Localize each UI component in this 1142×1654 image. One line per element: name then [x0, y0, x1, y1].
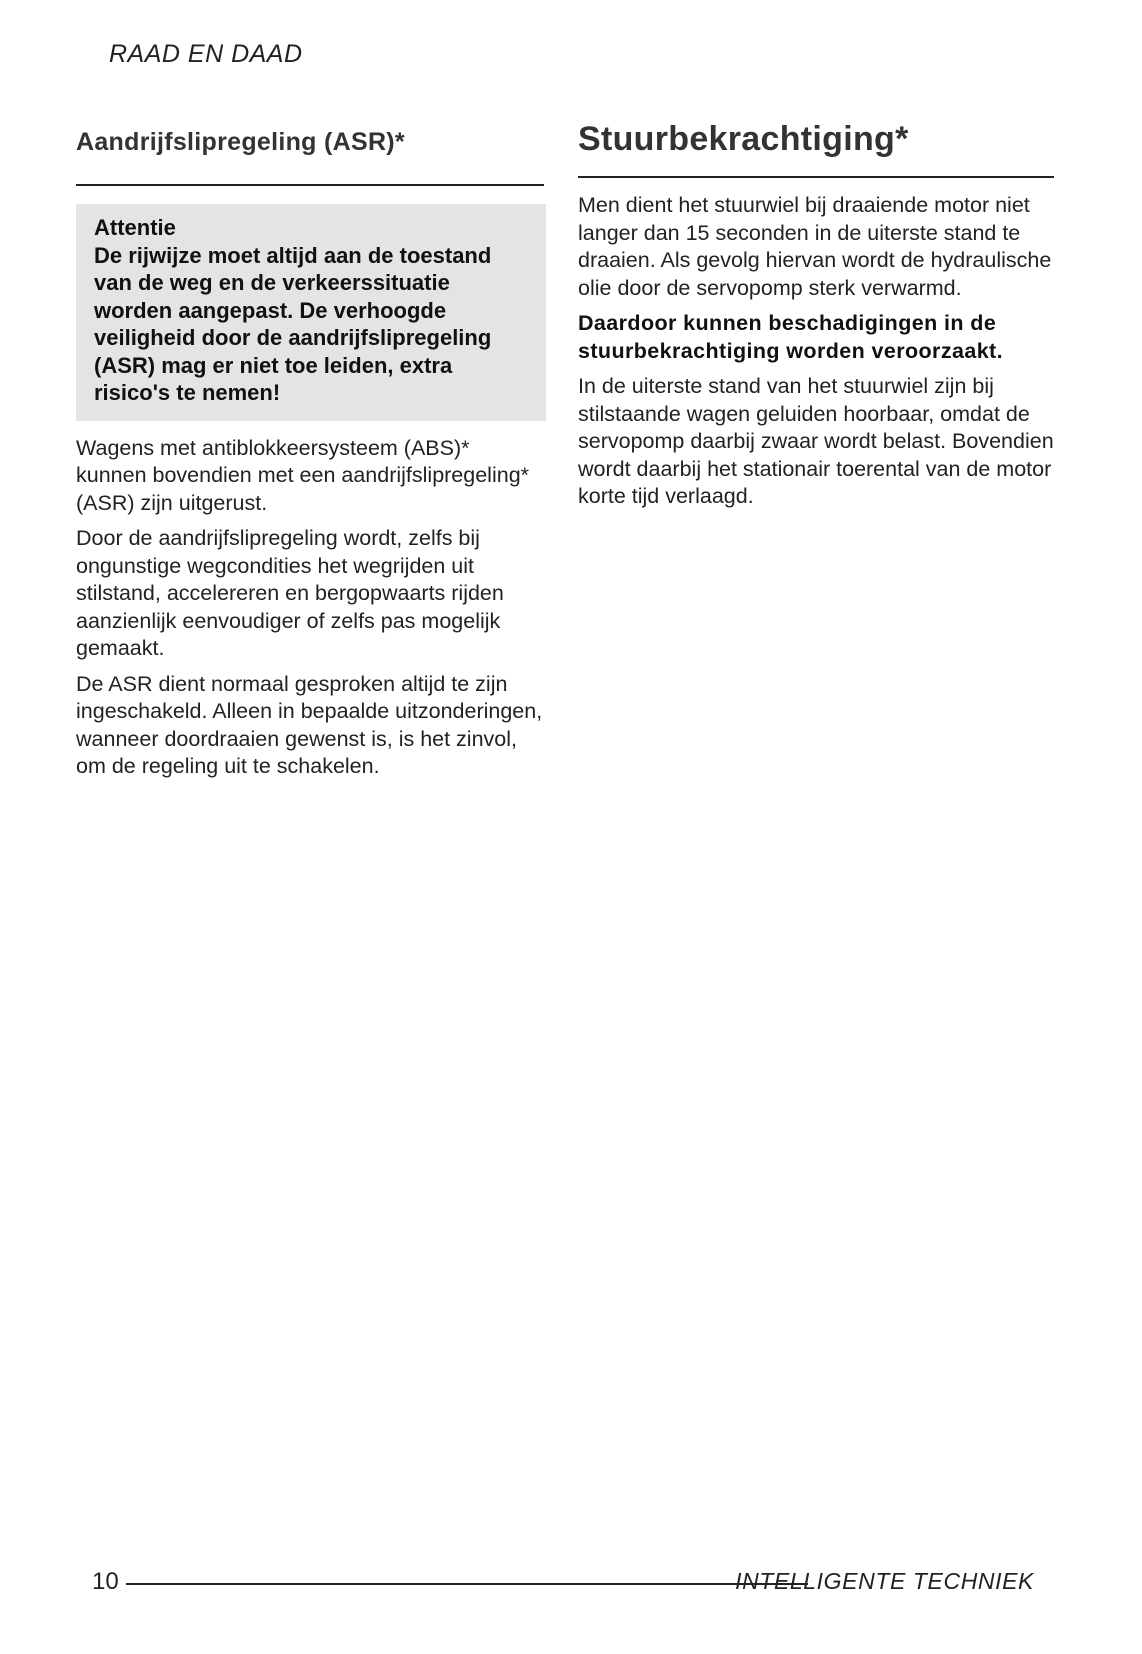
steering-paragraph-2: In de uiterste stand van het stuurwiel zijn bij stilstaande wagen geluiden hoorbaar, omdat de servopomp daarbij zwaar wordt belast. Bovendien wordt daarbij het stationair toerental van de motor korte tijd verlaagd. — [578, 374, 1054, 508]
heading-rule — [578, 176, 1054, 178]
attention-title: Attentie — [94, 215, 176, 240]
asr-paragraph-1: Wagens met antiblokkeersysteem (ABS)* kunnen bovendien met een aandrijfslipregeling* (ASR) zijn uitgerust. — [76, 435, 530, 515]
footer-rule — [126, 1583, 808, 1585]
power-steering-heading: Stuurbekrachtiging* — [578, 120, 909, 158]
steering-paragraph-1: Men dient het stuurwiel bij draaiende motor niet langer dan 15 seconden in de uiterste stand te draaien. Als gevolg hiervan wordt de hydraulische olie door de servopomp sterk verwarmd. — [578, 193, 1052, 300]
footer-title: INTELLIGENTE TECHNIEK — [735, 1568, 1034, 1594]
asr-heading: Aandrijfslipregeling (ASR)* — [76, 128, 405, 156]
left-column — [76, 120, 546, 789]
asr-paragraph-3: De ASR dient normaal gesproken altijd te zijn ingeschakeld. Alleen in bepaalde uitzonderingen, wanneer doordraaien gewenst is, is het zinvol, om de regeling uit te schakelen. — [76, 671, 543, 778]
page-number: 10 — [92, 1568, 119, 1595]
heading-rule — [76, 184, 544, 186]
attention-body: De rijwijze moet altijd aan de toestand van de weg en de verkeerssituatie worden aangepast. De verhoogde veiligheid door de aandrijfslipregeling (ASR) mag er niet toe leiden, extra risico's te nemen! — [94, 242, 492, 405]
page-footer — [92, 1568, 1034, 1598]
right-column — [578, 120, 1054, 519]
steering-warning: Daardoor kunnen beschadigingen in de stuurbekrachtiging worden veroorzaakt. — [578, 311, 1003, 363]
section-header: RAAD EN DAAD — [109, 40, 303, 68]
attention-box — [76, 204, 546, 421]
asr-paragraph-2: Door de aandrijfslipregeling wordt, zelfs bij ongunstige wegcondities het wegrijden uit stilstand, accelereren en bergopwaarts rijden aanzienlijk eenvoudiger of zelfs pas mogelijk gemaakt. — [76, 526, 504, 660]
